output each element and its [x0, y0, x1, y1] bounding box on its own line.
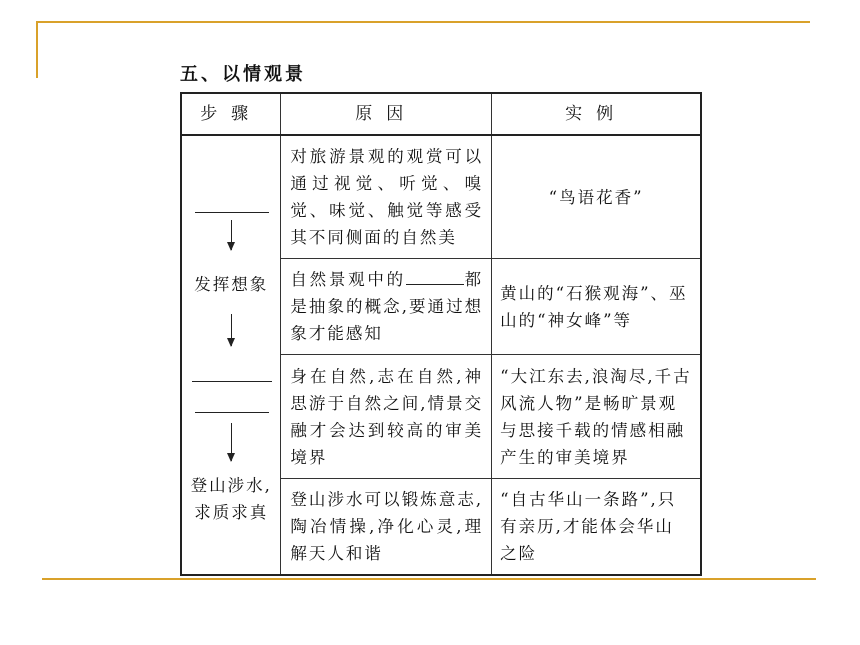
- arrow-down-icon: [231, 220, 232, 250]
- header-example: 实例: [492, 93, 701, 135]
- bottom-decorative-rule: [42, 578, 816, 580]
- steps-flow: [182, 136, 280, 574]
- example-cell: 黄山的“石猴观海”、巫山的“神女峰”等: [492, 259, 701, 355]
- header-reason: 原因: [281, 93, 492, 135]
- table-header-row: [181, 93, 701, 135]
- fill-in-blank: [406, 266, 464, 285]
- example-cell: “大江东去,浪淘尽,千古风流人物”是畅旷景观与思接千载的情感相融产生的审美境界: [492, 354, 701, 478]
- reason-cell: 身在自然,志在自然,神思游于自然之间,情景交融才会达到较高的审美境界: [281, 354, 492, 478]
- reason-text: 自然景观中的: [290, 270, 406, 290]
- reason-cell: [281, 259, 492, 355]
- step2-label: 发挥想象: [194, 275, 269, 294]
- top-decorative-rule: [36, 21, 810, 23]
- left-decorative-rule: [36, 21, 38, 78]
- step1-blank: [195, 212, 269, 213]
- example-cell: “鸟语花香”: [492, 135, 701, 259]
- header-steps: 步骤: [181, 93, 281, 135]
- arrow-down-icon: [231, 423, 232, 461]
- step5-label-line1: 登山涉水,: [190, 476, 272, 495]
- reason-cell: 登山涉水可以锻炼意志,陶冶情操,净化心灵,理解天人和谐: [281, 479, 492, 575]
- step4-blank: [195, 412, 269, 413]
- section-heading: 五、以情观景: [180, 64, 306, 85]
- example-cell: “自古华山一条路”,只有亲历,才能体会华山之险: [492, 479, 701, 575]
- steps-column: [181, 135, 281, 575]
- reason-cell: 对旅游景观的观赏可以通过视觉、听觉、嗅觉、味觉、触觉等感受其不同侧面的自然美: [281, 135, 492, 259]
- steps-table: [180, 92, 702, 576]
- arrow-down-icon: [231, 314, 232, 346]
- reason-text: 都是抽象的概念,要通过想象才能感知: [290, 270, 484, 344]
- step3-blank: [192, 381, 272, 382]
- step5-label-line2: 求质求真: [194, 503, 269, 522]
- table-row: [181, 135, 701, 259]
